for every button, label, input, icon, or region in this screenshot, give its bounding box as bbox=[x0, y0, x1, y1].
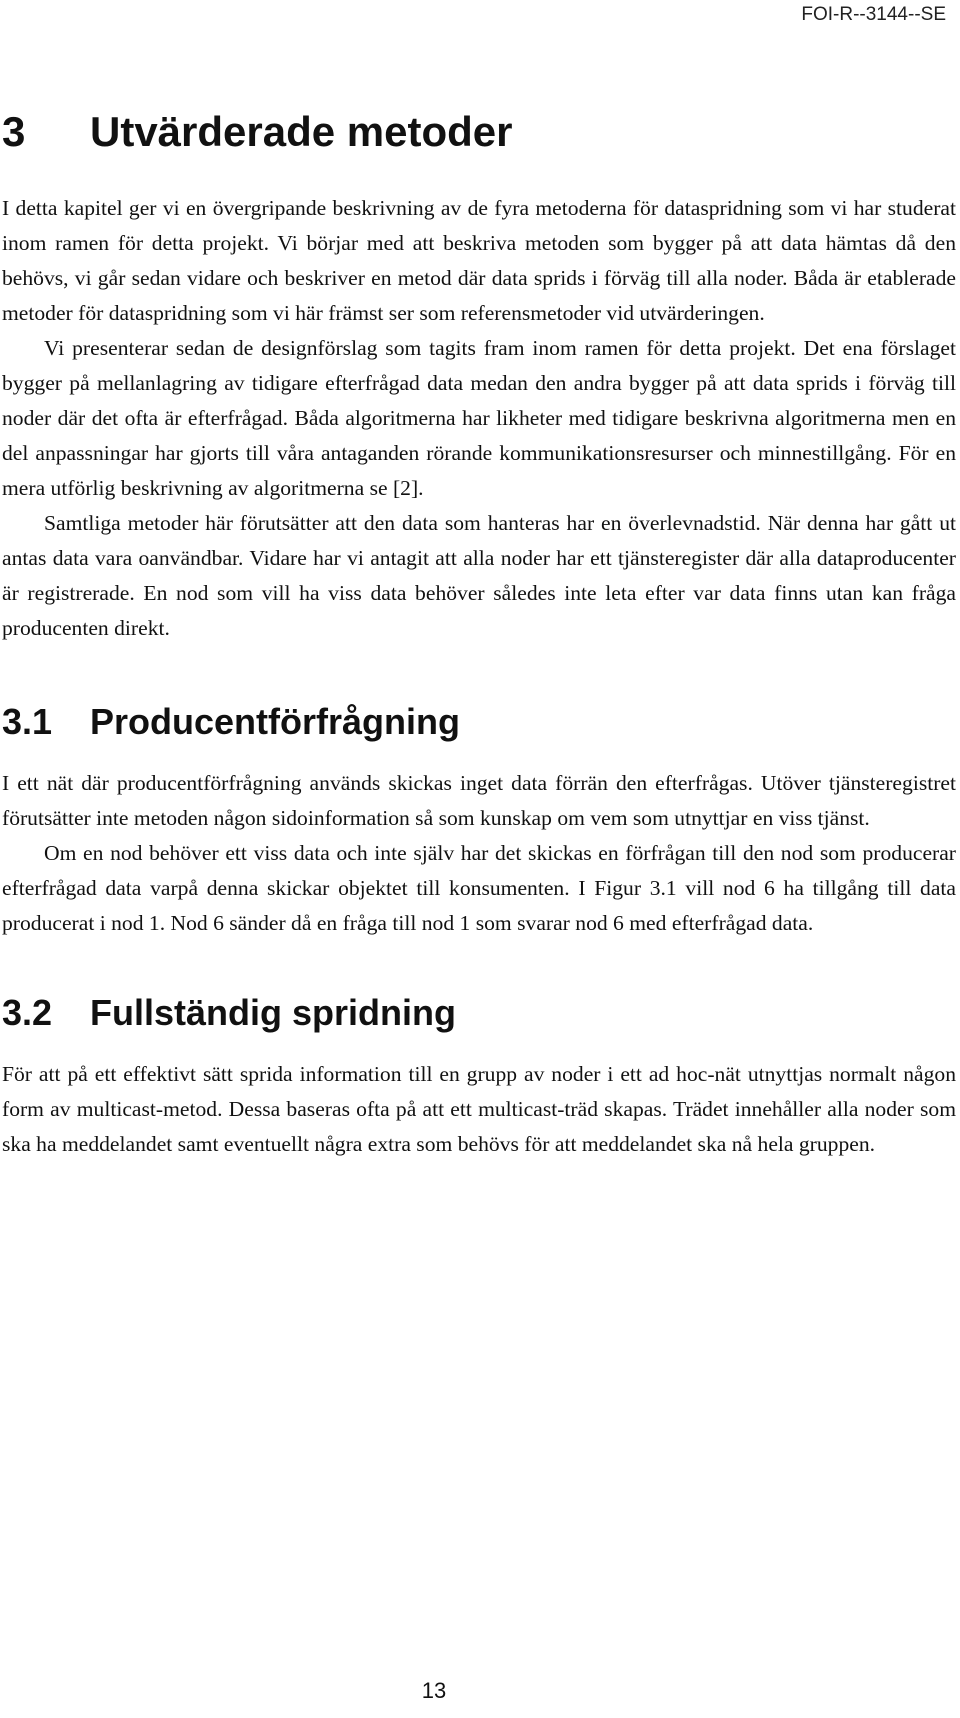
paragraph: Om en nod behöver ett viss data och inte själv har det skickas en förfrågan till den nod som producerar efterfrågad data varpå denna skickar objektet till konsumenten. I Figur 3.1 vill nod 6 ha tillgång till data producerat i nod 1. Nod 6 sänder då en fråga till nod 1 som svarar nod 6 med efterfrågad data. bbox=[2, 841, 956, 935]
section-title: Producentförfrågning bbox=[90, 701, 460, 742]
section-number: 3.1 bbox=[2, 701, 53, 742]
section-heading bbox=[2, 991, 956, 1035]
section-utvarderade-metoder bbox=[2, 107, 956, 646]
section-title: Fullständig spridning bbox=[90, 992, 456, 1033]
paragraph: Samtliga metoder här förutsätter att den data som hanteras har en överlevnadstid. När denna har gått ut antas data vara oanvändbar. Vidare har vi antagit att alla noder har ett tjänsteregister där alla dataproducenter är registrerade. En nod som vill ha viss data behöver således inte leta efter var data finns utan kan fråga producenten direkt. bbox=[2, 511, 956, 640]
section-spacer bbox=[2, 941, 956, 991]
page-content bbox=[2, 107, 956, 1162]
chapter-heading bbox=[2, 107, 956, 157]
section-spacer bbox=[2, 646, 956, 700]
chapter-title: Utvärderade metoder bbox=[90, 108, 513, 155]
page-number: 13 bbox=[421, 1678, 447, 1703]
chapter-number: 3 bbox=[2, 108, 26, 155]
report-id: FOI-R--3144--SE bbox=[801, 4, 946, 25]
paragraph: Vi presenterar sedan de designförslag som tagits fram inom ramen för detta projekt. Det ena förslaget bygger på mellanlagring av tidigare efterfrågad data medan den andra bygger på att data sprids i förväg till noder där det ofta är efterfrågad. Båda algoritmerna har likheter med tidigare beskrivna algoritmerna men en del anpassningar har gjorts till våra antaganden rörande kommunikationsresurser och minnestillgång. För en mera utförlig beskrivning av algoritmerna se [2]. bbox=[2, 336, 956, 500]
paragraph: I detta kapitel ger vi en övergripande beskrivning av de fyra metoderna för dataspridning som vi har studerat inom ramen för detta projekt. Vi börjar med att beskriva metoden som bygger på att data hämtas då den behövs, vi går sedan vidare och beskriver en metod där data sprids i förväg till alla noder. Båda är etablerade metoder för dataspridning som vi här främst ser som referensmetoder vid utvärderingen. bbox=[2, 196, 956, 325]
paragraph: För att på ett effektivt sätt sprida information till en grupp av noder i ett ad hoc-nät utnyttjas normalt någon form av multicast-metod. Dessa baseras ofta på att ett multicast-träd skapas. Trädet innehåller alla noder som ska ha meddelandet samt eventuellt några extra som behövs för att meddelandet ska nå hela gruppen. bbox=[2, 1062, 956, 1156]
section-number: 3.2 bbox=[2, 992, 53, 1033]
section-fullstandig-spridning bbox=[2, 991, 956, 1162]
paragraph: I ett nät där producentförfrågning används skickas inget data förrän den efterfrågas. Utöver tjänsteregistret förutsätter inte metoden någon sidoinformation så som kunskap om vem som utnyttjar en viss tjänst. bbox=[2, 771, 956, 830]
section-producentforfragning bbox=[2, 700, 956, 941]
section-heading bbox=[2, 700, 956, 744]
